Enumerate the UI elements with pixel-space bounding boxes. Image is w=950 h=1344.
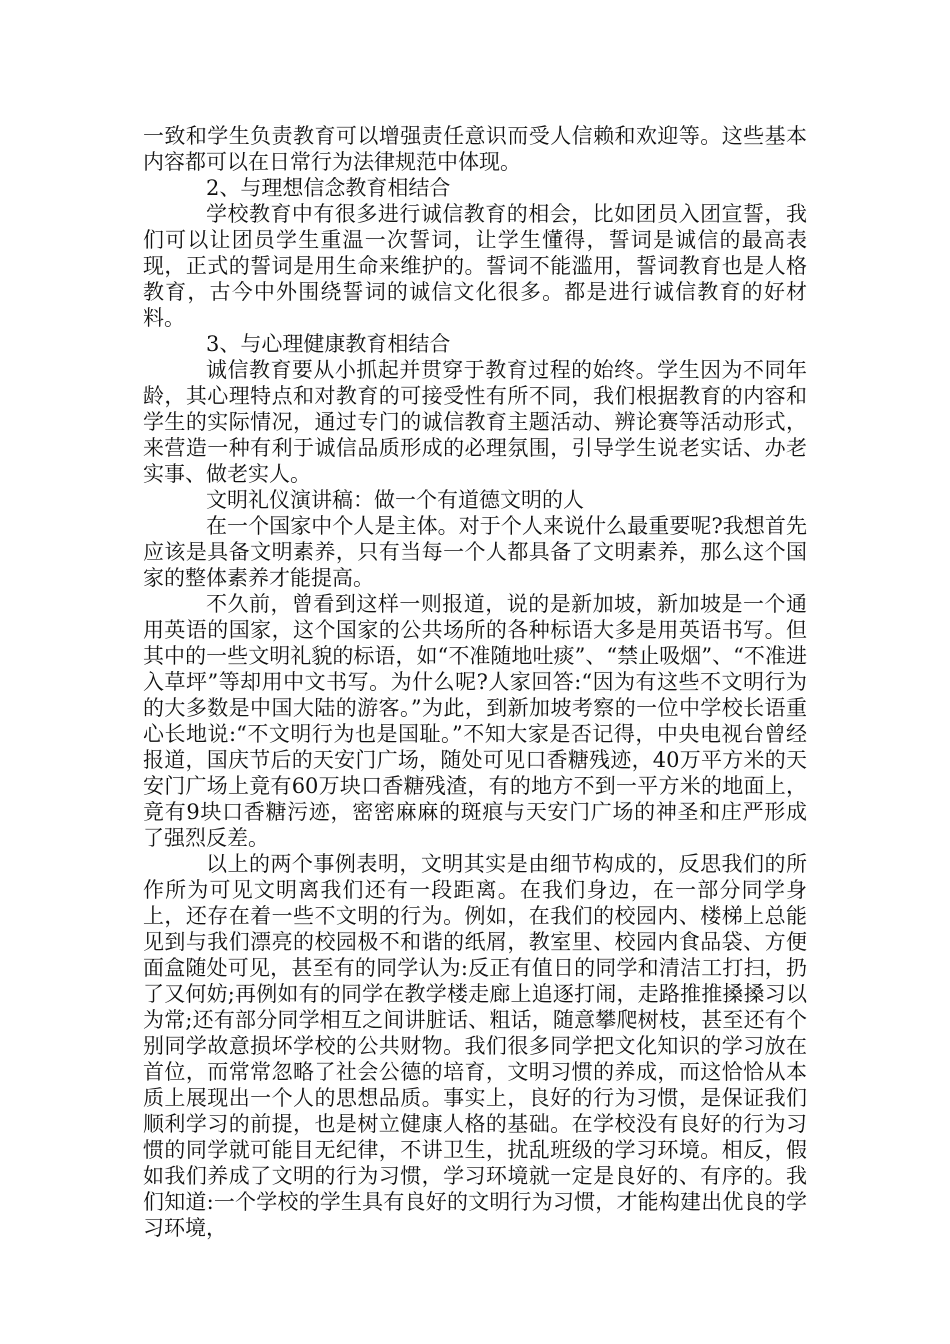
paragraph-integrity-education: 诚信教育要从小抓起并贯穿于教育过程的始终。学生因为不同年龄，其心理特点和对教育的可接受性有所不同，我们根据教育的内容和学生的实际情况，通过专门的诚信教育主题活动、辨论赛等活动形式，来营造一种有利于诚信品质形成的必理氛围，引导学生说老实话、办老实事、做老实人。 xyxy=(143,358,807,486)
document-body xyxy=(143,123,807,1241)
speech-title: 文明礼仪演讲稿：做一个有道德文明的人 xyxy=(206,488,584,512)
paragraph-campus-behavior: 以上的两个事例表明，文明其实是由细节构成的，反思我们的所作所为可见文明离我们还有一段距离。在我们身边，在一部分同学身上，还存在着一些不文明的行为。例如，在我们的校园内、楼梯上总能见到与我们漂亮的校园极不和谐的纸屑，教室里、校园内食品袋、方便面盒随处可见，甚至有的同学认为:反正有值日的同学和清洁工打扫，扔了又何妨;再例如有的同学在教学楼走廊上追逐打闹，走路推推搡搡习以为常;还有部分同学相互之间讲脏话、粗话，随意攀爬树枝，甚至还有个别同学故意损坏学校的公共财物。我们很多同学把文化知识的学习放在首位，而常常忽略了社会公德的培育，文明习惯的养成，而这恰恰从本质上展现出一个人的思想品质。事实上，良好的行为习惯，是保证我们顺利学习的前提，也是树立健康人格的基础。在学校没有良好的行为习惯的同学就可能目无纪律，不讲卫生，扰乱班级的学习环境。相反，假如我们养成了文明的行为习惯，学习环境就一定是良好的、有序的。我们知道:一个学校的学生具有良好的文明行为习惯，才能构建出优良的学习环境， xyxy=(143,852,807,1240)
section-heading-mental-health: 3、与心理健康教育相结合 xyxy=(206,332,451,356)
paragraph-singapore-report: 不久前，曾看到这样一则报道，说的是新加坡，新加坡是一个通用英语的国家，这个国家的公共场所的各种标语大多是用英语书写。但其中的一些文明礼貌的标语，如“不准随地吐痰”、“禁止吸烟”、“不准进入草坪”等却用中文书写。为什么呢?人家回答:“因为有这些不文明行为的大多数是中国大陆的游客。”为此，到新加坡考察的一位中学校长语重心长地说:“不文明行为也是国耻。”不知大家是否记得，中央电视台曾经报道，国庆节后的天安门广场，随处可见口香糖残迹，40万平方米的天安门广场上竟有60万块口香糖残渣，有的地方不到一平方米的地面上，竟有9块口香糖污迹，密密麻麻的斑痕与天安门广场的神圣和庄严形成了强烈反差。 xyxy=(143,592,807,850)
paragraph-oath-education: 学校教育中有很多进行诚信教育的相会，比如团员入团宣誓，我们可以让团员学生重温一次誓词，让学生懂得，誓词是诚信的最高表现，正式的誓词是用生命来维护的。誓词不能滥用，誓词教育也是人格教育，古今中外围绕誓词的诚信文化很多。都是进行诚信教育的好材料。 xyxy=(143,202,807,330)
paragraph-civilization-intro: 在一个国家中个人是主体。对于个人来说什么最重要呢?我想首先应该是具备文明素养，只有当每一个人都具备了文明素养，那么这个国家的整体素养才能提高。 xyxy=(143,514,807,590)
paragraph-continued: 一致和学生负责教育可以增强责任意识而受人信赖和欢迎等。这些基本内容都可以在日常行为法律规范中体现。 xyxy=(143,124,807,174)
section-heading-ideals: 2、与理想信念教育相结合 xyxy=(206,176,451,200)
